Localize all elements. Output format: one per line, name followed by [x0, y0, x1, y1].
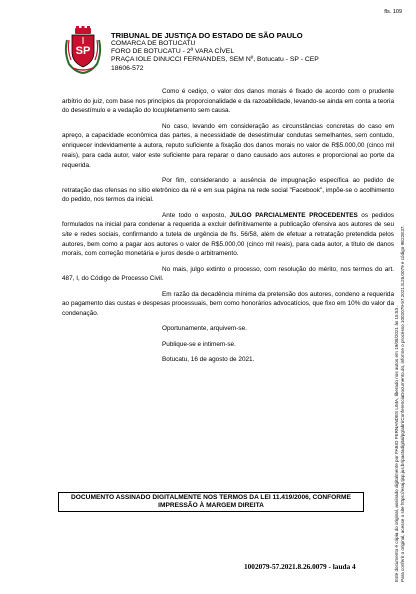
paragraph-moral-damages-criteria: Como é cediço, o valor dos danos morais é fixado de acordo com o prudente arbítrio do juiz, com base nos princípios da proporcionalidade e da razoabilidade, levando-se ainda em conta a teoria do desestímulo e a vedação do locupletamento sem causa. — [62, 88, 394, 115]
court-forum: FORO DE BOTUCATU - 2ª VARA CÍVEL — [111, 48, 235, 56]
ruling-site-word: site — [62, 230, 72, 238]
margin-line-1: Este documento é cópia do original, assinado digitalmente por FABIO FERNANDES LIMA, liberado nos autos em 19/08/2021 às 15:53 . — [394, 305, 399, 582]
process-number-footer: 1002079-57.2021.8.26.0079 - lauda 4 — [244, 562, 356, 571]
court-address: PRAÇA IOLE DINUCCI FERNANDES, SEM Nº, Botucatu - SP - CEP — [111, 56, 319, 64]
paragraph-extinction: No mais, julgo extinto o processo, com resolução do mérito, nos termos do art. 487, I, do Código de Processo Civil. — [62, 265, 394, 283]
court-title: TRIBUNAL DE JUSTIÇA DO ESTADO DE SÃO PAULO — [111, 31, 303, 40]
paragraph-ruling — [62, 211, 394, 260]
sentence-body — [62, 87, 394, 370]
ruling-intro: Ante todo o exposto, — [162, 211, 230, 219]
emblem-letters: SP — [75, 45, 91, 57]
paragraph-costs: Em razão da decadência mínima da pretensão dos autores, condeno a requerida ao pagamento das custas e despesas processuais, bem como honorários advocatícios, que fixo em 10% do valor da condenação. — [62, 290, 394, 318]
court-header — [111, 31, 391, 73]
paragraph-archive: Oportunamente, arquivem-se. — [162, 325, 247, 333]
margin-line-2: Para conferir o original, acesse o site https://esaj.tjsp.jus.br/pastadigital/pg/abrirConferenciaDocumento.do, informe o processo 1002079-57.2021.8.26.0079 e código 9E22E37. — [400, 225, 406, 582]
ruling-text: os pedidos formulados na inicial para condenar a requerida a excluir definitivamente a publicação ofensiva aos autores de seu — [62, 211, 395, 229]
paragraph-moral-damages-amount: No caso, levando em consideração as circunstâncias concretas do caso em apreço, a capacidade econômica das partes, a necessidade de desestimular condutas semelhantes, sem contudo, enriquecer indevidamente a autora, reputo suficiente a fixação dos danos morais no valor de R$5.000,00 (cinco mil reais), para cada autor, valor este suficiente para reparar o dano causado aos autores e proporcional ao porte da requerida. — [62, 122, 394, 169]
notice-line-2: IMPRESSÃO À MARGEM DIREITA — [158, 502, 264, 509]
sao-paulo-coat-of-arms-icon — [63, 26, 103, 74]
ruling-verdict: JULGO PARCIALMENTE PROCEDENTES — [229, 211, 358, 219]
margin-authentication-text — [394, 62, 407, 582]
ruling-text-rest: e redes sociais, confirmando a tutela de urgência de fls. 56/58, além de efetuar a retratação pretendida pelos autores, bem como a pagar aos autores o valor de R$5.000,00 (cinco mil reais), para cada autor, a título de danos morais, com correção monetária e juros desde o arbitramento. — [62, 230, 394, 258]
paragraph-date: Botucatu, 16 de agosto de 2021. — [162, 355, 255, 363]
paragraph-retraction: Por fim, considerando a ausência de impugnação específica ao pedido de retratação das ofensas no sítio eletrônico da ré e em sua página na rede social "Facebook", impõe-se o acolhimento do pedido, nos termos da inicial. — [62, 176, 394, 204]
digital-signature-notice — [58, 492, 364, 512]
court-district: COMARCA DE BOTUCATU — [111, 40, 196, 47]
notice-line-1: DOCUMENTO ASSINADO DIGITALMENTE NOS TERMOS DA LEI 11.419/2006, CONFORME — [71, 494, 351, 501]
page-number: fls. 109 — [384, 9, 402, 15]
court-postal-code: 18606-572 — [111, 64, 144, 72]
paragraph-publish: Publique-se e intimem-se. — [162, 340, 236, 348]
